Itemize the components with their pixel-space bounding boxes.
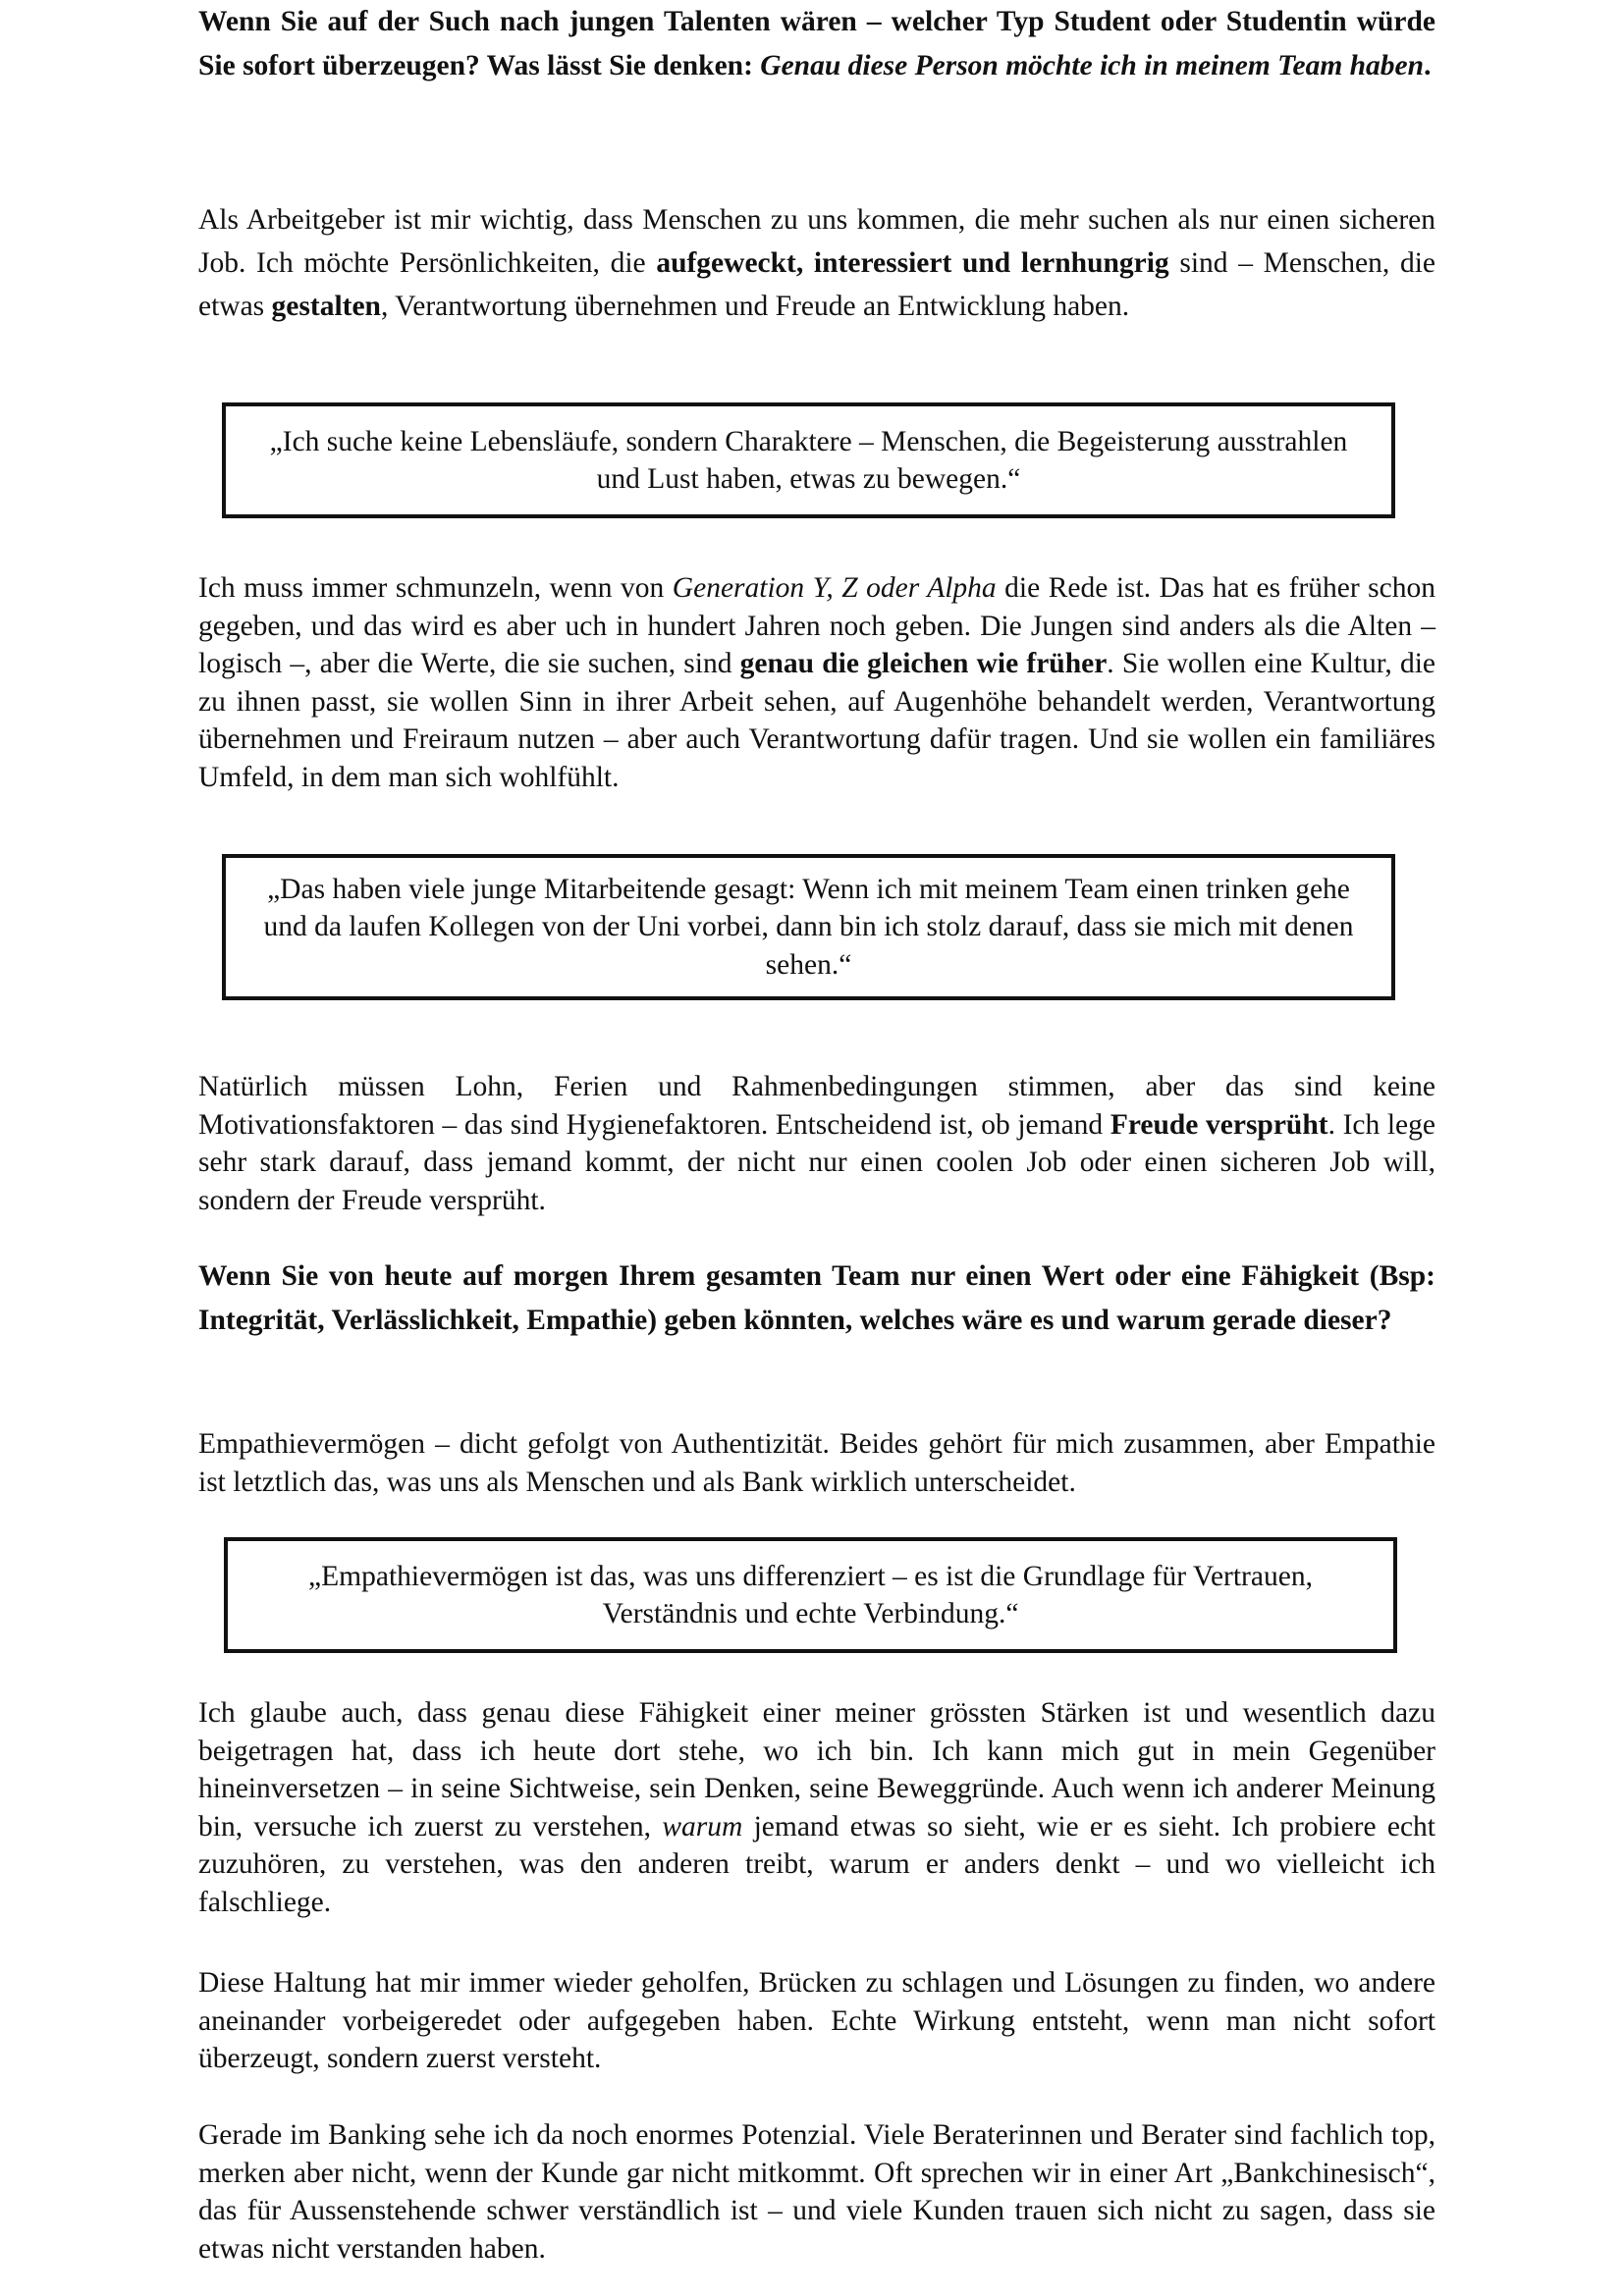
quote-2-text: „Das haben viele junge Mitarbeitende gesagt: Wenn ich mit meinem Team einen trinken gehe und da laufen Kollegen von der Uni vorbei, dann bin ich stolz darauf, dass sie mich mit denen sehen.“ — [263, 873, 1354, 981]
paragraph-1-bold: aufgeweckt, interessiert und lernhungrig — [656, 247, 1169, 279]
paragraph-2: Ich muss immer schmunzeln, wenn von Generation Y, Z oder Alpha die Rede ist. Das hat es früher schon gegeben, und das wird es aber uch in hundert Jahren noch geben. Die Jungen sind anders als die Alten – logisch –, aber die Werte, die sie suchen, sind genau die gleichen wie früher. Sie wollen eine Kultur, die zu ihnen passt, sie wollen Sinn in ihrer Arbeit sehen, auf Augenhöhe behandelt werden, Verantwortung übernehmen und Freiraum nutzen – aber auch Verantwortung dafür tragen. Und sie wollen ein familiäres Umfeld, in dem man sich wohlfühlt. — [198, 572, 1435, 793]
paragraph-3: Natürlich müssen Lohn, Ferien und Rahmenbedingungen stimmen, aber das sind keine Motivationsfaktoren – das sind Hygienefaktoren. Entscheidend ist, ob jemand Freude versprüht. Ich lege sehr stark darauf, dass jemand kommt, der nicht nur einen coolen Job oder einen sicheren Job will, sondern der Freude versprüht. — [198, 1071, 1435, 1216]
quote-3-text: „Empathievermögen ist das, was uns differenziert – es ist die Grundlage für Vertrauen, Verständnis und echte Verbindung.“ — [308, 1560, 1313, 1629]
paragraph-5: Ich glaube auch, dass genau diese Fähigkeit einer meiner grössten Stärken ist und wesentlich dazu beigetragen hat, dass ich heute dort stehe, wo ich bin. Ich kann mich gut in mein Gegenüber hineinversetzen – in seine Sichtweise, sein Denken, seine Beweggründe. Auch wenn ich anderer Meinung bin, versuche ich zuerst zu verstehen, warum jemand etwas so sieht, wie er es sieht. Ich probiere echt zuzuhören, zu verstehen, was den anderen treibt, warum er anders denkt – und wo vielleicht ich falschliege. — [198, 1697, 1435, 1918]
question-2: Wenn Sie von heute auf morgen Ihrem gesamten Team nur einen Wert oder eine Fähigkeit (Bsp: Integrität, Verlässlichkeit, Empathie) geben könnten, welches wäre es und warum gerade dieser? — [198, 1260, 1435, 1336]
paragraph-6: Diese Haltung hat mir immer wieder geholfen, Brücken zu schlagen und Lösungen zu finden, wo andere aneinander vorbeigeredet oder aufgegeben haben. Echte Wirkung entsteht, wenn man nicht sofort überzeugt, sondern zuerst versteht. — [198, 1967, 1435, 2074]
paragraph-7: Gerade im Banking sehe ich da noch enormes Potenzial. Viele Beraterinnen und Berater sind fachlich top, merken aber nicht, wenn der Kunde gar nicht mitkommt. Oft sprechen wir in einer Art „Bankchinesisch“, das für Aussenstehende schwer verständlich ist – und viele Kunden trauen sich nicht zu sagen, dass sie etwas nicht verstanden haben. — [198, 2119, 1435, 2265]
question-1-emphasis: Genau diese Person möchte ich in meinem Team haben — [760, 50, 1425, 81]
paragraph-1: Als Arbeitgeber ist mir wichtig, dass Menschen zu uns kommen, die mehr suchen als nur einen sicheren Job. Ich möchte Persönlichkeiten, die aufgeweckt, interessiert und lernhungrig sind – Menschen, die etwas gestalten, Verantwortung übernehmen und Freude an Entwicklung haben. — [198, 204, 1435, 322]
paragraph-2-bold: genau die gleichen wie früher — [739, 648, 1108, 679]
quote-box-3 — [224, 1537, 1397, 1653]
quote-1-text: „Ich suche keine Lebensläufe, sondern Charaktere – Menschen, die Begeisterung ausstrahlen und Lust haben, etwas zu bewegen.“ — [269, 425, 1348, 495]
question-1: Wenn Sie auf der Such nach jungen Talenten wären – welcher Typ Student oder Studentin würde Sie sofort überzeugen? Was lässt Sie denken: Genau diese Person möchte ich in meinem Team haben. — [198, 6, 1435, 81]
paragraph-3-bold: Freude versprüht — [1110, 1108, 1328, 1141]
quote-box-1 — [222, 402, 1395, 518]
paragraph-1-bold-2: gestalten — [271, 291, 381, 322]
paragraph-2-italic: Generation Y, Z oder Alpha — [672, 572, 997, 604]
quote-box-2 — [222, 854, 1395, 1000]
paragraph-5-italic: warum — [662, 1810, 743, 1842]
paragraph-4: Empathievermögen – dicht gefolgt von Authentizität. Beides gehört für mich zusammen, aber Empathie ist letztlich das, was uns als Menschen und als Bank wirklich unterscheidet. — [198, 1428, 1435, 1498]
